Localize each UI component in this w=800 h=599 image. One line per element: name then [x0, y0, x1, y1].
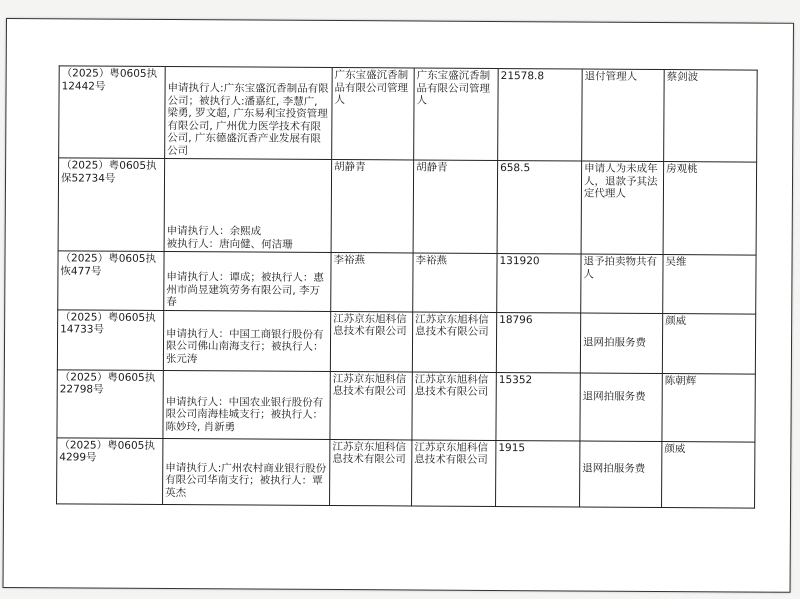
reason-text: 退网拍服务费 — [582, 336, 647, 349]
parties-cell — [165, 66, 333, 159]
payee-cell: 李裕燕 — [331, 252, 413, 311]
reason-cell: 退予拍卖物共有人 — [581, 254, 663, 313]
payee-cell: 广东宝盛沉香制品有限公司管理人 — [332, 67, 415, 159]
case-number-cell: （2025）粤0605执12442号 — [59, 66, 166, 159]
account-name-cell: 胡静青 — [413, 160, 498, 254]
payee-cell: 胡静青 — [331, 159, 414, 252]
handler-cell: 颜威 — [662, 313, 755, 374]
amount-cell: 15352 — [496, 372, 580, 441]
table-row — [57, 437, 755, 507]
case-number-cell: （2025）粤0605执保52734号 — [58, 158, 165, 252]
payee-cell: 江苏京东旭科信息技术有限公司 — [330, 311, 412, 371]
parties-text: 申请执行人：谭成；被执行人：惠州市尚昱建筑劳务有限公司, 李万春 — [166, 270, 324, 309]
parties-cell — [164, 158, 332, 252]
account-name-cell: 江苏京东旭科信息技术有限公司 — [412, 311, 496, 372]
account-name-cell: 江苏京东旭科信息技术有限公司 — [412, 371, 496, 440]
parties-cell — [163, 370, 330, 439]
reason-cell — [580, 441, 662, 507]
refund-table — [56, 65, 758, 508]
parties-text: 申请执行人:广州农村商业银行股份有限公司华南支行；被执行人：覃英杰 — [165, 461, 327, 499]
account-name-cell: 广东宝盛沉香制品有限公司管理人 — [414, 68, 499, 161]
parties-text: 申请执行人：余熙成 被执行人：唐向健、何洁珊 — [166, 224, 293, 251]
case-number-cell: （2025）粤0605执4299号 — [57, 437, 163, 504]
parties-text: 申请执行人:广东宝盛沉香制品有限公司；被执行人:潘嘉红, 李慧广, 梁勇, 罗文超, 广东易利宝投资管理有限公司, 广州优力医学技术有限公司, 广东德盛沉香产业发展有限公司 — [167, 81, 329, 157]
handler-cell: 吴维 — [663, 255, 756, 314]
amount-cell: 1915 — [496, 440, 580, 507]
case-number-cell: （2025）粤0605执22798号 — [57, 369, 163, 438]
table-row — [58, 251, 756, 314]
table-row — [58, 158, 757, 255]
reason-text: 退网拍服务费 — [582, 390, 646, 403]
reason-cell — [580, 313, 662, 373]
parties-cell — [164, 251, 331, 311]
amount-cell: 131920 — [497, 254, 581, 313]
account-name-cell: 李裕燕 — [413, 253, 497, 312]
table-row — [59, 66, 758, 162]
handler-cell: 陈朝辉 — [662, 373, 755, 442]
reason-cell — [580, 373, 662, 441]
parties-text: 申请执行人：中国农业银行股份有限公司南海桂城支行；被执行人：陈妙玲, 肖新勇 — [165, 395, 324, 433]
document-sheet — [3, 18, 794, 593]
parties-text: 申请执行人：中国工商银行股份有限公司佛山南海支行；被执行人：张元涛 — [165, 327, 324, 365]
amount-cell: 658.5 — [497, 161, 582, 255]
handler-cell: 蔡剑波 — [664, 70, 758, 163]
handler-cell: 房观桃 — [663, 162, 757, 256]
reason-cell: 申请人为未成年人，退款予其法定代理人 — [581, 161, 664, 254]
parties-cell — [163, 310, 330, 371]
table-row — [57, 309, 755, 373]
handler-cell: 颜威 — [662, 441, 755, 508]
table-row — [57, 369, 755, 441]
account-name-cell: 江苏京东旭科信息技术有限公司 — [412, 439, 496, 506]
amount-cell: 21578.8 — [498, 69, 583, 162]
reason-cell: 退付管理人 — [582, 69, 665, 161]
parties-cell — [163, 438, 330, 505]
payee-cell: 江苏京东旭科信息技术有限公司 — [330, 371, 412, 439]
amount-cell: 18796 — [496, 312, 580, 373]
case-number-cell: （2025）粤0605执14733号 — [57, 309, 163, 370]
payee-cell: 江苏京东旭科信息技术有限公司 — [330, 439, 412, 505]
case-number-cell: （2025）粤0605执恢477号 — [58, 251, 164, 310]
reason-text: 退网拍服务费 — [582, 462, 646, 475]
